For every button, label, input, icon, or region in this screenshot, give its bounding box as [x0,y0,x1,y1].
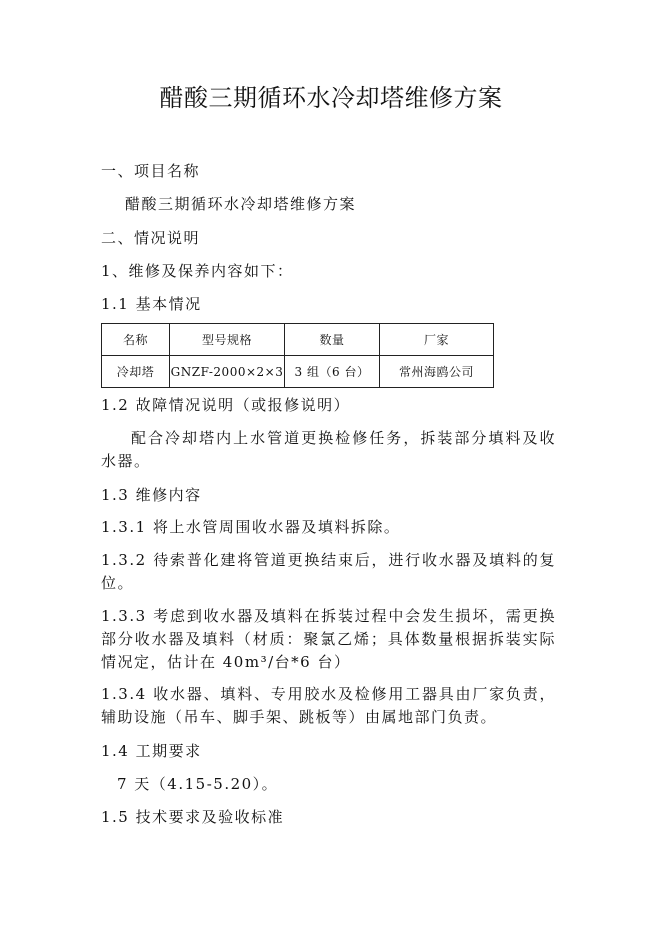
section-1-heading: 一、项目名称 [101,162,201,180]
maintenance-item-1: 1.3.1 将上水管周围收水器及填料拆除。 [101,518,401,536]
table-row [102,356,494,388]
subsection-1-3-heading: 1.3 维修内容 [101,486,202,504]
subsection-1-1-heading: 1.1 基本情况 [101,295,202,313]
subsection-1-5-heading: 1.5 技术要求及验收标准 [101,808,285,826]
maintenance-item-3: 1.3.3 考虑到收水器及填料在拆装过程中会发生损坏，需更换部分收水器及填料（材质：聚氯乙烯；具体数量根据拆装实际情况定，估计在 40m³/台*6 台） [101,607,556,671]
section-2-heading: 二、情况说明 [101,229,201,247]
maintenance-item-4: 1.3.4 收水器、填料、专用胶水及检修用工器具由厂家负责，辅助设施（吊车、脚手架、跳板等）由属地部门负责。 [101,685,556,726]
table-header-cell: 厂家 [380,324,494,356]
subsection-1-2-heading: 1.2 故障情况说明（或报修说明） [101,396,351,414]
maintenance-item-2: 1.3.2 待索普化建将管道更换结束后，进行收水器及填料的复位。 [101,551,556,592]
schedule-text: 7 天（4.15-5.20）。 [117,775,279,793]
table-cell: 常州海鸥公司 [380,356,494,388]
project-name: 醋酸三期循环水冷却塔维修方案 [125,195,357,213]
table-cell: 冷却塔 [102,356,170,388]
equipment-table [101,323,494,388]
table-header-cell: 数量 [285,324,380,356]
table-header-cell: 名称 [102,324,170,356]
subsection-1-4-heading: 1.4 工期要求 [101,742,202,760]
table-header-row [102,324,494,356]
document-title: 醋酸三期循环水冷却塔维修方案 [159,84,503,112]
fault-description: 配合冷却塔内上水管道更换检修任务，拆装部分填料及收水器。 [101,429,556,470]
table-header-cell: 型号规格 [170,324,285,356]
subsection-1-heading: 1、维修及保养内容如下： [101,262,294,280]
table-cell: 3 组（6 台） [285,356,380,388]
table-cell: GNZF-2000×2×3 [170,356,285,388]
